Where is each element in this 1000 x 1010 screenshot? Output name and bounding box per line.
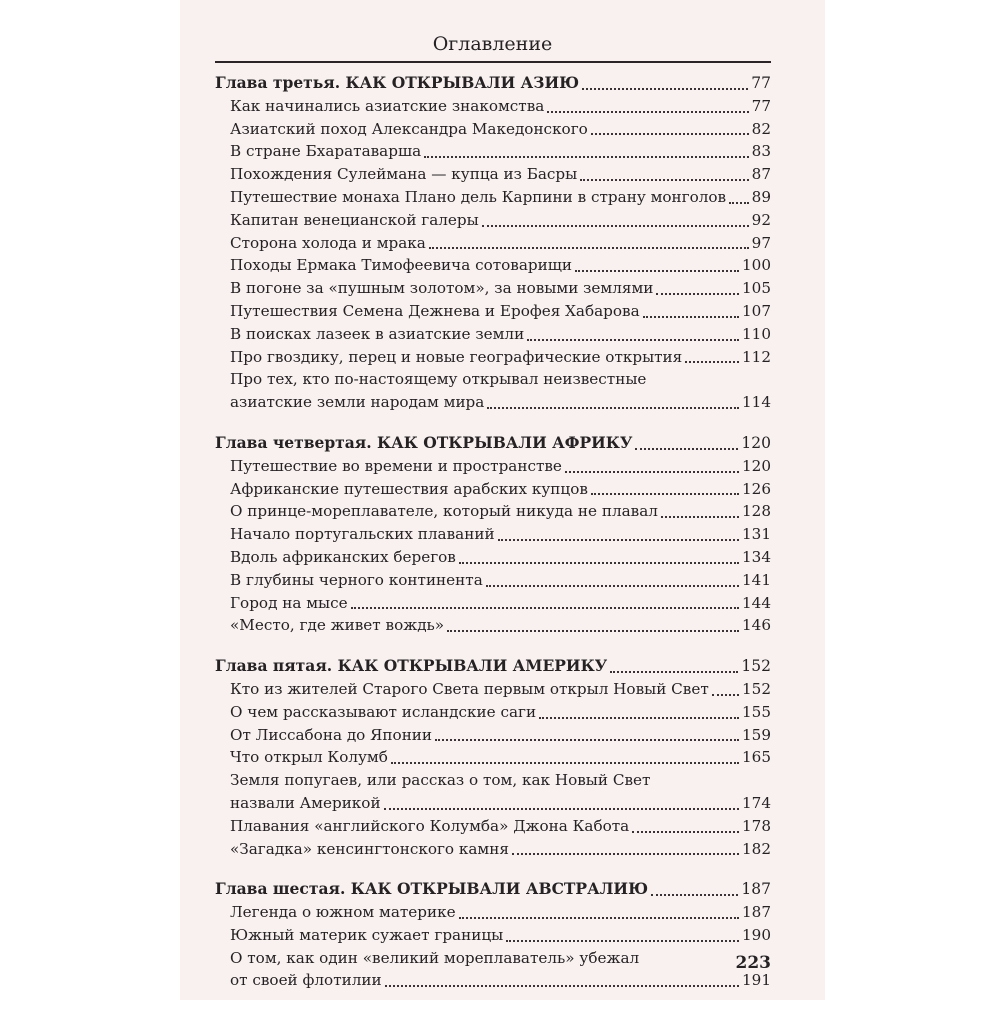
toc-entry[interactable] <box>215 300 771 323</box>
dot-leader <box>632 831 739 833</box>
page-number: 126 <box>742 479 771 498</box>
entry-title: Путешествия Семена Дежнева и Ерофея Хабарова <box>230 301 640 320</box>
toc-entry[interactable] <box>215 592 771 615</box>
entry-title: «Загадка» кенсингтонского камня <box>230 839 509 858</box>
toc-entry[interactable] <box>215 924 771 947</box>
page-number: 120 <box>742 456 771 475</box>
dot-leader <box>547 111 748 113</box>
dot-leader <box>447 630 739 632</box>
dot-leader <box>424 156 749 158</box>
chapter-title: Глава четвертая. КАК ОТКРЫВАЛИ АФРИКУ <box>215 432 633 452</box>
page-number: 120 <box>741 433 771 452</box>
entry-title-line2: азиатские земли народам мира <box>230 393 485 412</box>
entry-title: Капитан венецианской галеры <box>230 210 479 229</box>
entry-title: В стране Бхаратаварша <box>230 142 422 161</box>
dot-leader <box>527 339 739 341</box>
page-number: 144 <box>742 593 771 612</box>
page-number: 174 <box>742 793 771 812</box>
toc-entry[interactable] <box>215 478 771 501</box>
dot-leader <box>651 894 738 896</box>
page-number: 187 <box>741 880 771 899</box>
entry-title: Путешествие монаха Плано дель Карпини в страну монголов <box>230 187 727 206</box>
dot-leader <box>385 985 739 987</box>
page-number: 105 <box>742 279 771 298</box>
dot-leader <box>685 361 739 363</box>
page-number: 82 <box>751 119 771 138</box>
page-number: 92 <box>751 210 771 229</box>
dot-leader <box>591 493 739 495</box>
page-number: 178 <box>742 816 771 835</box>
page-number: 110 <box>742 324 771 343</box>
toc-entry[interactable] <box>215 838 771 861</box>
dot-leader <box>459 917 739 919</box>
dot-leader <box>506 940 739 942</box>
table-of-contents <box>215 72 771 1010</box>
dot-leader <box>351 607 739 609</box>
page-number: 141 <box>742 570 771 589</box>
chapter-heading[interactable] <box>215 72 771 95</box>
entry-title-line2: назвали Америкой <box>230 793 381 812</box>
page-number: 114 <box>742 393 771 412</box>
dot-leader <box>582 88 748 90</box>
entry-title: Путешествие во времени и пространстве <box>230 456 562 475</box>
toc-entry[interactable] <box>215 701 771 724</box>
chapter-title: Глава шестая. КАК ОТКРЫВАЛИ АВСТРАЛИЮ <box>215 879 649 899</box>
entry-title: Южный материк сужает границы <box>230 925 504 944</box>
page-number: 89 <box>751 187 771 206</box>
entry-title: Азиатский поход Александра Македонского <box>230 119 588 138</box>
toc-entry[interactable] <box>215 678 771 701</box>
toc-entry[interactable] <box>215 140 771 163</box>
chapter-heading[interactable] <box>215 655 771 678</box>
dot-leader <box>459 562 739 564</box>
entry-title: От Лиссабона до Японии <box>230 725 433 744</box>
toc-entry[interactable] <box>215 523 771 546</box>
toc-entry[interactable] <box>215 368 771 414</box>
dot-leader <box>610 671 738 673</box>
entry-title: В погоне за «пушным золотом», за новыми землями <box>230 279 654 298</box>
page-folio: 223 <box>735 953 771 973</box>
entry-title: В поисках лазеек в азиатские земли <box>230 324 525 343</box>
entry-title: Про гвоздику, перец и новые географические открытия <box>230 347 683 366</box>
chapter-6 <box>215 878 771 992</box>
entry-title-line1: Про тех, кто по-настоящему открывал неизвестные <box>230 370 647 389</box>
entry-title: «Место, где живет вождь» <box>230 616 445 635</box>
dot-leader <box>661 516 739 518</box>
dot-leader <box>635 448 738 450</box>
toc-entry[interactable] <box>215 95 771 118</box>
toc-entry[interactable] <box>215 277 771 300</box>
page-header <box>215 30 770 58</box>
entry-title: Как начинались азиатские знакомства <box>230 96 545 115</box>
dot-leader <box>656 293 739 295</box>
page-number: 97 <box>751 233 771 252</box>
entry-title: Кто из жителей Старого Света первым открыл Новый Свет <box>230 679 709 698</box>
entry-title: Что открыл Колумб <box>230 748 388 767</box>
toc-entry[interactable] <box>215 901 771 924</box>
dot-leader <box>498 539 739 541</box>
entry-title: Походы Ермака Тимофеевича сотоварищи <box>230 256 572 275</box>
entry-title: Сторона холода и мрака <box>230 233 426 252</box>
chapter-5 <box>215 655 771 860</box>
dot-leader <box>487 407 739 409</box>
toc-entry[interactable] <box>215 947 771 993</box>
dot-leader <box>729 202 749 204</box>
entry-title: Город на мысе <box>230 593 348 612</box>
toc-entry[interactable] <box>215 724 771 747</box>
page-number: 77 <box>751 96 771 115</box>
toc-entry[interactable] <box>215 815 771 838</box>
toc-entry[interactable] <box>215 254 771 277</box>
entry-title: В глубины черного континента <box>230 570 483 589</box>
page-number: 128 <box>742 502 771 521</box>
page-number: 159 <box>742 725 771 744</box>
dot-leader <box>591 133 749 135</box>
page-number: 77 <box>751 74 771 92</box>
dot-leader <box>391 762 739 764</box>
dot-leader <box>712 694 739 696</box>
toc-entry[interactable] <box>215 163 771 186</box>
entry-title: Африканские путешествия арабских купцов <box>230 479 588 498</box>
toc-entry[interactable] <box>215 346 771 369</box>
running-title: Оглавление <box>432 33 553 55</box>
chapter-title: Глава третья. КАК ОТКРЫВАЛИ АЗИЮ <box>215 73 580 92</box>
chapter-heading[interactable] <box>215 878 771 901</box>
dot-leader <box>539 717 739 719</box>
page-number: 190 <box>742 925 771 944</box>
dot-leader <box>429 247 749 249</box>
page-number: 100 <box>742 256 771 275</box>
entry-title-line2: от своей флотилии <box>230 971 382 990</box>
toc-entry[interactable] <box>215 323 771 346</box>
chapter-title: Глава пятая. КАК ОТКРЫВАЛИ АМЕРИКУ <box>215 656 608 676</box>
toc-entry[interactable] <box>215 209 771 232</box>
toc-entry[interactable] <box>215 746 771 769</box>
page-number: 112 <box>742 347 771 366</box>
entry-title: Начало португальских плаваний <box>230 525 495 544</box>
page-number: 134 <box>742 547 771 566</box>
page-number: 182 <box>742 839 771 858</box>
toc-entry[interactable] <box>215 546 771 569</box>
toc-entry[interactable] <box>215 118 771 141</box>
dot-leader <box>580 179 748 181</box>
toc-entry[interactable] <box>215 232 771 255</box>
entry-title: Похождения Сулеймана — купца из Басры <box>230 165 578 184</box>
entry-title-line1: О том, как один «великий мореплаватель» убежал <box>230 948 640 967</box>
page-number: 107 <box>742 301 771 320</box>
page-number: 165 <box>742 748 771 767</box>
toc-entry[interactable] <box>215 614 771 637</box>
entry-title: Вдоль африканских берегов <box>230 547 456 566</box>
page-number: 83 <box>751 142 771 161</box>
entry-title-line1: Земля попугаев, или рассказ о том, как Новый Свет <box>230 771 651 790</box>
page-number: 152 <box>742 679 771 698</box>
toc-entry[interactable] <box>215 769 771 815</box>
dot-leader <box>512 853 739 855</box>
entry-title: Легенда о южном материке <box>230 903 456 922</box>
page-number: 87 <box>751 165 771 184</box>
chapter-4 <box>215 432 771 637</box>
toc-entry[interactable] <box>215 186 771 209</box>
page-number: 187 <box>742 903 771 922</box>
dot-leader <box>565 471 739 473</box>
toc-entry[interactable] <box>215 500 771 523</box>
dot-leader <box>643 316 739 318</box>
dot-leader <box>575 270 739 272</box>
page-number: 155 <box>742 702 771 721</box>
chapter-heading[interactable] <box>215 432 771 455</box>
dot-leader <box>384 808 739 810</box>
chapter-3 <box>215 72 771 414</box>
page-number: 152 <box>741 657 771 676</box>
dot-leader <box>482 225 749 227</box>
page-number: 146 <box>742 616 771 635</box>
entry-title: Плавания «английского Колумба» Джона Кабота <box>230 816 630 835</box>
entry-title: О принце-мореплавателе, который никуда не плавал <box>230 502 658 521</box>
header-rule <box>215 61 771 63</box>
page-number: 131 <box>742 525 771 544</box>
toc-entry[interactable] <box>215 455 771 478</box>
dot-leader <box>486 585 739 587</box>
page-number: 191 <box>742 971 771 990</box>
entry-title: О чем рассказывают исландские саги <box>230 702 537 721</box>
dot-leader <box>435 739 739 741</box>
toc-entry[interactable] <box>215 569 771 592</box>
